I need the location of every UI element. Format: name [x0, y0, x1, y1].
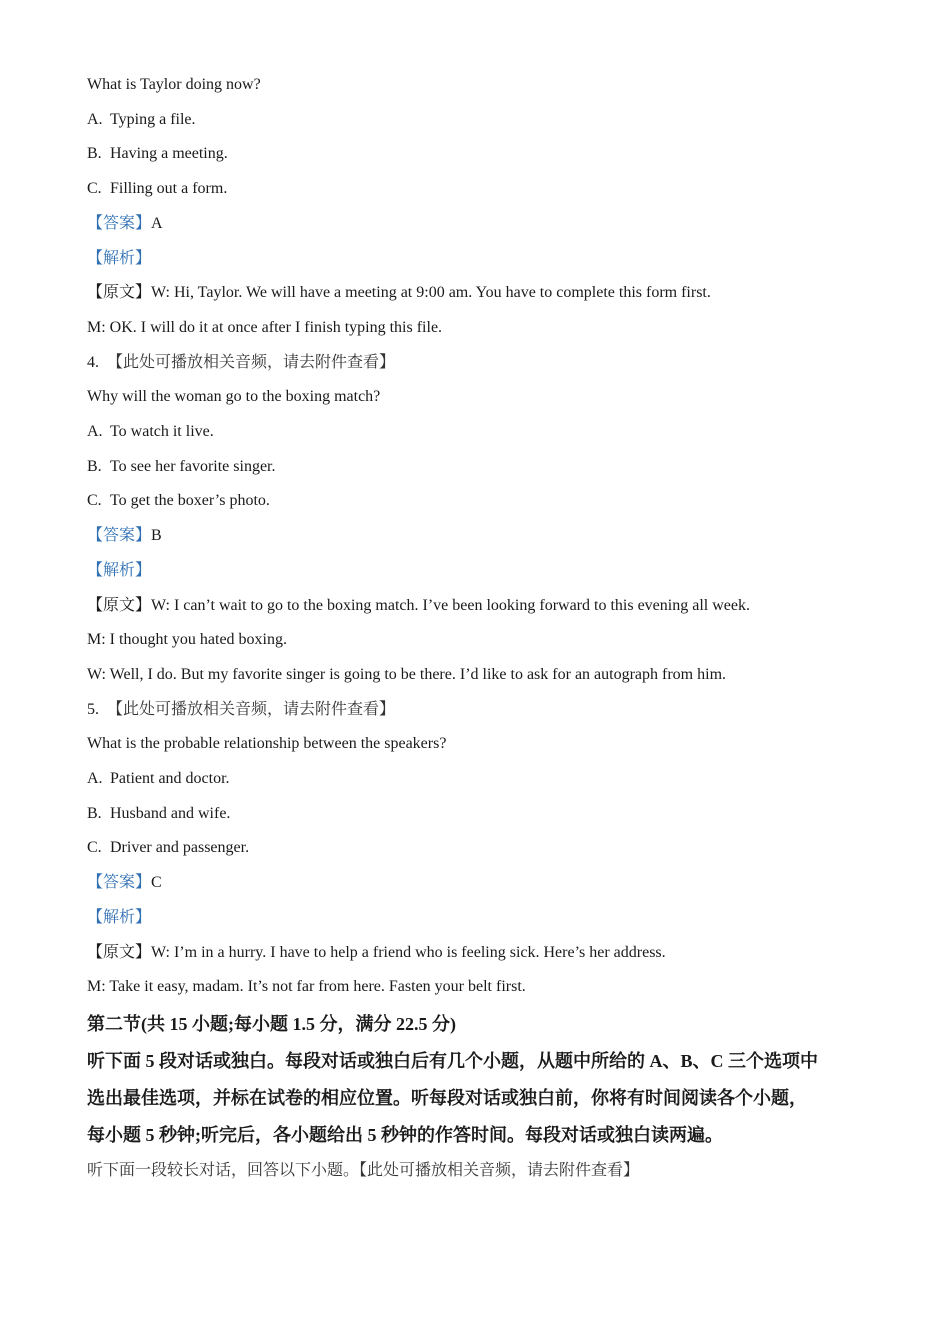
document-page — [87, 68, 877, 1189]
q3-question: What is Taylor doing now? — [87, 76, 261, 93]
answer-label: 【答案】 — [87, 874, 152, 892]
answer-label: 【答案】 — [87, 527, 152, 545]
transcript-label: 【原文】 — [87, 284, 152, 302]
answer-value: A — [151, 214, 163, 232]
q5-question: What is the probable relationship between the speakers? — [87, 735, 447, 753]
audio-note: 【此处可播放相关音频，请去附件查看】 — [107, 353, 396, 371]
answer-label: 【答案】 — [87, 214, 152, 232]
q3-transcript-2: M: OK. I will do it at once after I finish typing this file. — [87, 318, 443, 336]
q5-answer — [87, 866, 877, 901]
analysis-label: 【解析】 — [87, 561, 152, 579]
q4-transcript-1: 【原文】W: I can’t wait to go to the boxing match. I’ve been looking forward to this evening all week. — [87, 596, 750, 614]
transcript-label: 【原文】 — [87, 596, 152, 614]
section2-title: 第二节(共 15 小题;每小题 1.5 分，满分 22.5 分) — [87, 1013, 456, 1034]
q4-analysis — [87, 554, 877, 589]
q5-transcript-2: M: Take it easy, madam. It’s not far from here. Fasten your belt first. — [87, 978, 526, 996]
q5-option-c: C. Driver and passenger. — [87, 839, 250, 857]
q3-analysis — [87, 242, 877, 277]
q5-number: 5. — [87, 700, 99, 718]
q3-answer — [87, 207, 877, 242]
q4-transcript-3: W: Well, I do. But my favorite singer is going to be there. I’d like to ask for an autograph from him. — [87, 665, 727, 683]
section2-instructions-2: 选出最佳选项，并标在试卷的相应位置。听每段对话或独白前，你将有时间阅读各个小题， — [87, 1087, 807, 1108]
q3-transcript-1: 【原文】W: Hi, Taylor. We will have a meeting at 9:00 am. You have to complete this form first. — [87, 284, 711, 302]
q4-transcript-2: M: I thought you hated boxing. — [87, 631, 287, 649]
q3-option-c: C. Filling out a form. — [87, 180, 228, 198]
q4-header — [87, 346, 877, 381]
q4-question: Why will the woman go to the boxing match? — [87, 388, 381, 406]
q4-option-c: C. To get the boxer’s photo. — [87, 492, 270, 510]
q3-option-b: B. Having a meeting. — [87, 145, 228, 163]
answer-value: B — [151, 527, 162, 545]
q4-option-a: A. To watch it live. — [87, 423, 214, 441]
q4-option-b: B. To see her favorite singer. — [87, 457, 276, 475]
q5-option-b: B. Husband and wife. — [87, 804, 231, 822]
analysis-label: 【解析】 — [87, 249, 152, 267]
analysis-label: 【解析】 — [87, 908, 152, 926]
q4-answer — [87, 519, 877, 554]
section2-instructions-1: 听下面 5 段对话或独白。每段对话或独白后有几个小题，从题中所给的 A、B、C 三个选项中 — [87, 1050, 818, 1071]
audio-note: 【此处可播放相关音频，请去附件查看】 — [107, 700, 396, 718]
q4-number: 4. — [87, 353, 99, 371]
answer-value: C — [151, 874, 162, 892]
q5-header — [87, 693, 877, 728]
q5-transcript-1: 【原文】W: I’m in a hurry. I have to help a friend who is feeling sick. Here’s her address. — [87, 943, 666, 961]
section2-intro: 听下面一段较长对话，回答以下小题。【此处可播放相关音频，请去附件查看】 — [87, 1161, 640, 1179]
q5-option-a: A. Patient and doctor. — [87, 770, 230, 788]
q5-analysis — [87, 901, 877, 936]
section2-instructions-3: 每小题 5 秒钟;听完后，各小题给出 5 秒钟的作答时间。每段对话或独白读两遍。 — [87, 1124, 723, 1145]
q3-option-a: A. Typing a file. — [87, 110, 196, 128]
transcript-label: 【原文】 — [87, 943, 152, 961]
